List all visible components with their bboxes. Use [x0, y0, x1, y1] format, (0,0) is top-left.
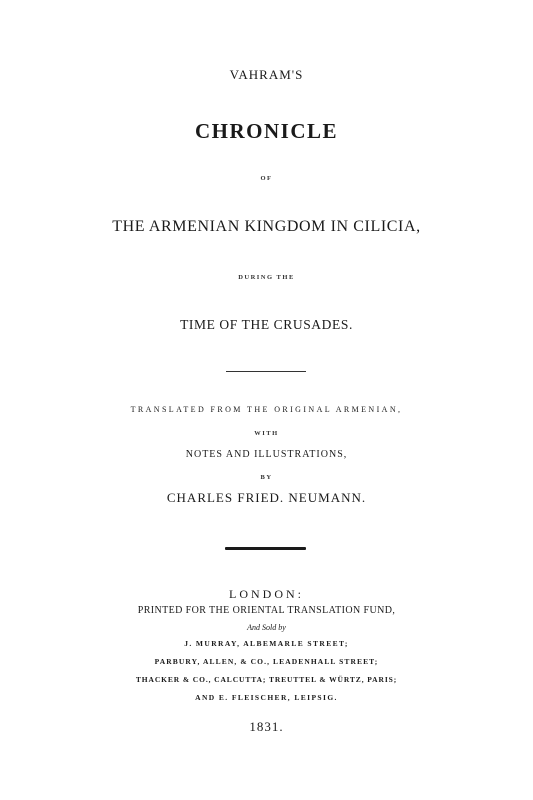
divider-rule — [226, 371, 306, 372]
connector-of: OF — [260, 175, 273, 182]
ornamental-rule — [225, 547, 306, 550]
imprint-year: 1831. — [249, 719, 284, 734]
imprint-city: LONDON: — [229, 587, 304, 601]
translated-from: TRANSLATED FROM THE ORIGINAL ARMENIAN, — [130, 405, 403, 414]
book-subject: THE ARMENIAN KINGDOM IN CILICIA, — [112, 218, 421, 235]
book-period: TIME OF THE CRUSADES. — [180, 317, 353, 332]
connector-with: WITH — [254, 430, 279, 437]
imprint-sold-by: And Sold by — [247, 623, 286, 632]
connector-by: BY — [260, 474, 273, 481]
imprint-seller-fleischer: AND E. FLEISCHER, LEIPSIG. — [195, 693, 338, 702]
imprint-printed-for: PRINTED FOR THE ORIENTAL TRANSLATION FUND, — [137, 605, 396, 616]
translator-name: CHARLES FRIED. NEUMANN. — [166, 490, 367, 505]
author-possessive: VAHRAM'S — [229, 67, 304, 82]
connector-during: DURING THE — [238, 274, 295, 281]
notes-and-illustrations: NOTES AND ILLUSTRATIONS, — [185, 449, 348, 460]
imprint-seller-parbury: PARBURY, ALLEN, & CO., LEADENHALL STREET; — [154, 657, 379, 666]
book-title: CHRONICLE — [194, 119, 339, 143]
imprint-seller-murray: J. MURRAY, ALBEMARLE STREET; — [184, 639, 349, 648]
imprint-seller-thacker: THACKER & CO., CALCUTTA; TREUTTEL & WÜRTZ, PARIS; — [135, 675, 398, 684]
